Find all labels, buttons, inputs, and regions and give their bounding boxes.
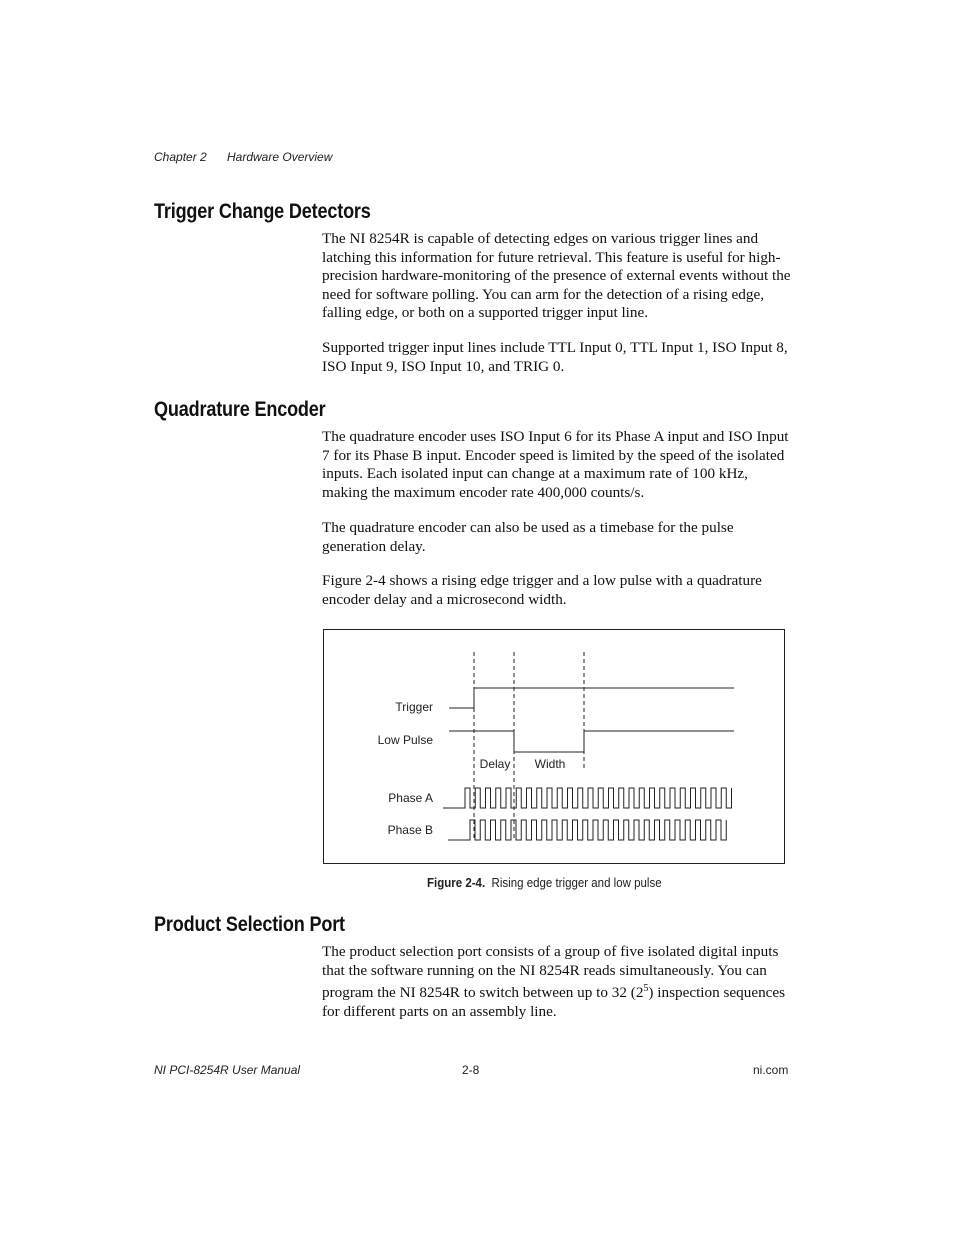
phase-b-label: Phase B xyxy=(387,823,433,837)
section-title-quadrature-encoder: Quadrature Encoder xyxy=(154,398,326,421)
paragraph-trigger-2: Supported trigger input lines include TTL Input 0, TTL Input 1, ISO Input 8, ISO Input 9, ISO Input 10, and TRIG 0. xyxy=(322,339,788,375)
low-pulse-label: Low Pulse xyxy=(377,733,433,747)
delay-label: Delay xyxy=(479,757,511,771)
section-title-product-selection-port: Product Selection Port xyxy=(154,913,345,936)
paragraph-product-text-before: The product selection port consists of a group of five isolated digital inputs that the software running on the NI 8254R reads simultaneously. You can program the NI 8254R to switch between up to 32 (2 xyxy=(322,943,779,1002)
figure-timing-diagram xyxy=(323,629,785,864)
exponent-superscript: 5 xyxy=(643,983,649,995)
section-title-trigger-change-detectors: Trigger Change Detectors xyxy=(154,200,371,223)
paragraph-quadrature-2: The quadrature encoder can also be used as a timebase for the pulse generation delay. xyxy=(322,519,734,555)
timing-diagram-svg xyxy=(324,630,784,863)
phase-a-label: Phase A xyxy=(388,791,433,805)
figure-caption xyxy=(427,876,662,890)
paragraph-product-text-after: ) inspection sequences for different parts on an assembly line. xyxy=(322,984,786,1020)
figure-caption-number: Figure 2-4. xyxy=(427,876,486,890)
footer-page-number: 2-8 xyxy=(462,1063,480,1077)
header-section: Hardware Overview xyxy=(227,150,333,164)
phase-b-waveform xyxy=(448,820,726,840)
paragraph-trigger-1: The NI 8254R is capable of detecting edges on various trigger lines and latching this information for future retrieval. This feature is useful for high-precision hardware-monitoring of the presence of external events without the need for software polling. You can arm for the detection of a rising edge, falling edge, or both on a supported trigger input line. xyxy=(322,230,791,322)
figure-caption-text: Rising edge trigger and low pulse xyxy=(491,876,662,890)
footer-manual-title: NI PCI-8254R User Manual xyxy=(154,1063,301,1077)
footer-site-link[interactable]: ni.com xyxy=(753,1063,789,1077)
width-label: Width xyxy=(534,757,566,771)
phase-a-waveform xyxy=(443,788,732,808)
paragraph-quadrature-1: The quadrature encoder uses ISO Input 6 for its Phase A input and ISO Input 7 for its Phase B input. Encoder speed is limited by the speed of the isolated inputs. Each isolated input can change at a maximum rate of 100 kHz, making the maximum encoder rate 400,000 counts/s. xyxy=(322,428,789,501)
trigger-waveform xyxy=(449,688,734,708)
paragraph-quadrature-3: Figure 2-4 shows a rising edge trigger and a low pulse with a quadrature encoder delay and a microsecond width. xyxy=(322,572,762,608)
trigger-label: Trigger xyxy=(395,700,433,714)
header-chapter: Chapter 2 xyxy=(154,150,207,164)
paragraph-product-selection xyxy=(322,943,792,1021)
low-pulse-waveform xyxy=(449,731,734,752)
